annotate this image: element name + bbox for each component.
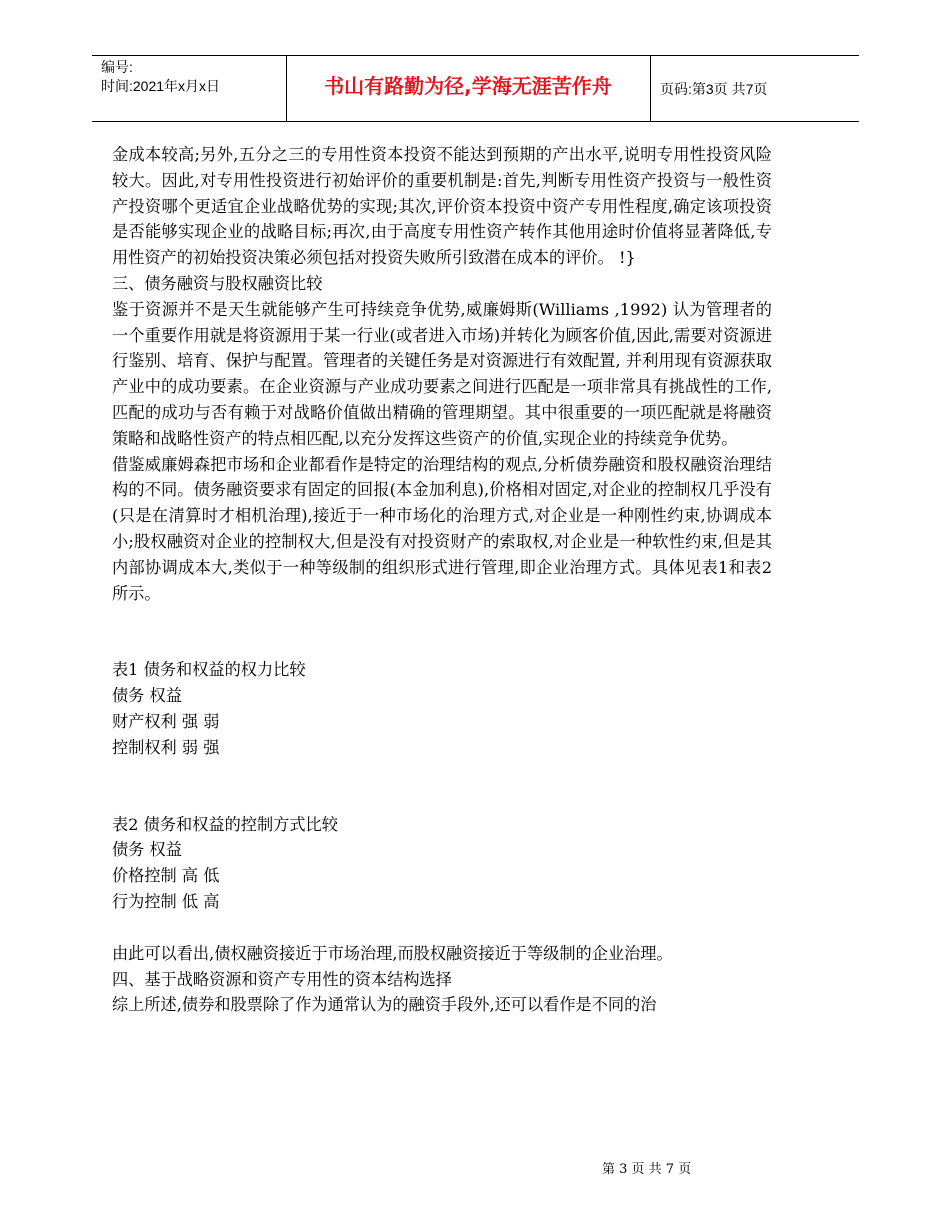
table2-row: 行为控制 低 高 — [112, 891, 220, 911]
spacer — [112, 915, 772, 941]
paragraph-2: 鉴于资源并不是天生就能够产生可持续竞争优势,威廉姆斯(Williams ,1992) 认为管理者的一个重要作用就是将资源用于某一行业(或者进入市场)并转化为顾客价值,因此,需要对资源进行鉴别、培育、保护与配置。管理者的关键任务是对资源进行有效配置, 并利用现有资源获取产业中的成功要素。在企业资源与产业成功要素之间进行匹配是一项非常具有挑战性的工作, 匹配的成功与否有赖于对战略价值做出精确的管理期望。其中很重要的一项匹配就是将融资策略和战略性资产的特点相匹配,以充分发挥这些资产的价值,实现企业的持续竞争优势。 — [112, 299, 772, 448]
header-bottom-rule — [92, 121, 859, 122]
document-body — [112, 142, 772, 1018]
table1-title: 表1 债务和权益的权力比较 — [112, 660, 306, 680]
header-top-rule — [92, 55, 859, 56]
paragraph-3: 借鉴威廉姆森把市场和企业都看作是特定的治理结构的观点,分析债券融资和股权融资治理结构的不同。债务融资要求有固定的回报(本金加利息),价格相对固定,对企业的控制权几乎没有(只是在清算时才相机治理),接近于一种市场化的治理方式,对企业是一种刚性约束,协调成本小;股权融资对企业的控制权大,但是没有对投资财产的索取权,对企业是一种软性约束,但是其内部协调成本大,类似于一种等级制的组织形式进行管理,即企业治理方式。具体见表1和表2所示。 — [112, 454, 772, 603]
header-divider-right — [650, 55, 651, 121]
footer-page-number: 第 3 页 共 7 页 — [602, 1162, 692, 1177]
spacer — [112, 761, 772, 812]
section-heading-4: 四、基于战略资源和资产专用性的资本结构选择 — [112, 969, 452, 989]
section-heading-3: 三、债务融资与股权融资比较 — [112, 273, 323, 293]
table2-header: 债务 权益 — [112, 840, 182, 860]
table1-row: 财产权利 强 弱 — [112, 711, 220, 731]
header-time-label: 时间:2021年x月x日 — [101, 78, 221, 94]
paragraph-4: 由此可以看出,债权融资接近于市场治理,而股权融资接近于等级制的企业治理。 — [112, 943, 673, 963]
header-motto: 书山有路勤为径,学海无涯苦作舟 — [324, 74, 612, 98]
table2-title: 表2 债务和权益的控制方式比较 — [112, 814, 338, 834]
paragraph-1: 金成本较高;另外,五分之三的专用性资本投资不能达到预期的产出水平,说明专用性投资风险较大。因此,对专用性投资进行初始评价的重要机制是:首先,判断专用性资产投资与一般性资产投资哪个更适宜企业战略优势的实现;其次,评价资本投资中资产专用性程度,确定该项投资是否能够实现企业的战略目标;再次,由于高度专用性资产转作其他用途时价值将显著降低,专用性资产的初始投资决策必须包括对投资失败所引致潜在成本的评价。 !} — [112, 145, 772, 268]
table1-header: 债务 权益 — [112, 686, 182, 706]
header-number-label: 编号: — [101, 59, 133, 75]
paragraph-5: 综上所述,债券和股票除了作为通常认为的融资手段外,还可以看作是不同的治 — [112, 995, 657, 1015]
spacer — [112, 606, 772, 657]
header-page-label: 页码:第3页 共7页 — [660, 81, 768, 97]
table1-row: 控制权利 弱 强 — [112, 737, 220, 757]
table2-row: 价格控制 高 低 — [112, 866, 220, 886]
